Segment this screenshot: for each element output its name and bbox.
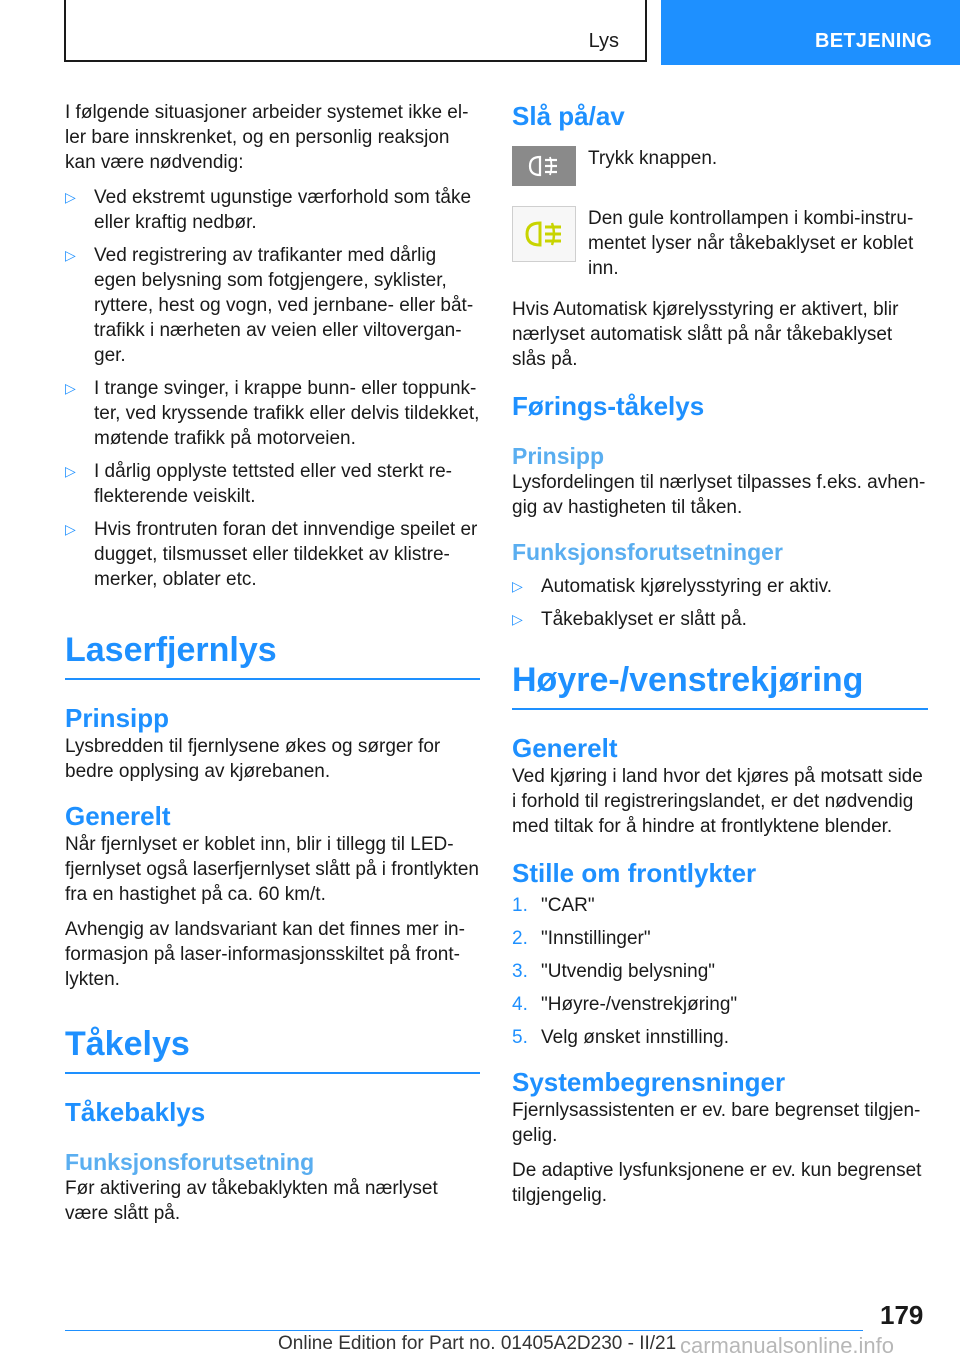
- list-item: ▷ Ved registrering av trafikanter med dårlig egen belysning som fotgjengere, syklister, ryttere, hest og vogn, ved jernbane- eller båttrafikk i nærheten av veien eller viltoverganger.: [65, 245, 474, 366]
- subsubsection-title-principle: Prinsipp: [512, 443, 605, 469]
- auto-light-text: Hvis Automatisk kjørelysstyring er aktivert, blir nærlyset automatisk slått på når tåkebaklyset slås på.: [512, 299, 899, 370]
- list-item: ▷ Ved ekstremt ugunstige værforhold som tåke eller kraftig nedbør.: [65, 187, 472, 233]
- list-item: 5. Velg ønsket innstilling.: [512, 1027, 729, 1048]
- watermark[interactable]: carmanualsonline.info: [680, 1333, 895, 1358]
- triangle-bullet-icon: ▷: [65, 521, 76, 537]
- indicator-text: Den gule kontrollampen i kombi-instrumentet lyser når tåkebaklyset er koblet inn.: [588, 208, 914, 279]
- triangle-bullet-icon: ▷: [65, 380, 76, 396]
- guide-conditions-list: [512, 574, 928, 632]
- subsection-title-rear-fog: Tåkebaklys: [65, 1097, 206, 1127]
- list-item: ▷ Hvis frontruten foran det innvendige speilet er dugget, tilsmusset eller tildekket av klistremerker, oblater etc.: [65, 519, 478, 590]
- list-item: 3. "Utvendig belysning": [512, 961, 716, 982]
- list-item: 4. "Høyre-/venstrekjøring": [512, 994, 738, 1015]
- subsection-title-guide-fog: Førings-tåkelys: [512, 391, 705, 421]
- subsection-title-system-limits: Systembegrensninger: [512, 1067, 786, 1097]
- press-button-text: Trykk knappen.: [588, 148, 718, 169]
- guide-principle-text: Lysfordelingen til nærlyset tilpasses f.eks. avhengig av hastigheten til tåken.: [512, 472, 926, 518]
- adjust-steps-list: [512, 893, 928, 1050]
- triangle-bullet-icon: ▷: [512, 611, 523, 627]
- footer-edition-text: Online Edition for Part no. 01405A2D230 - II/21: [278, 1333, 677, 1354]
- triangle-bullet-icon: ▷: [65, 463, 76, 479]
- limits-text-2: De adaptive lysfunksjonene er ev. kun begrenset tilgjengelig.: [512, 1160, 922, 1206]
- general-text-2: Avhengig av landsvariant kan det finnes mer informasjon på laser-informasjonsskiltet på frontlykten.: [65, 919, 465, 990]
- subsection-title-on-off: Slå på/av: [512, 101, 625, 131]
- triangle-bullet-icon: ▷: [65, 247, 76, 263]
- rear-fog-light-icon[interactable]: [512, 146, 576, 186]
- triangle-bullet-icon: ▷: [512, 578, 523, 594]
- section-title-fog: Tåkelys: [65, 1024, 480, 1074]
- list-item: 1. "CAR": [512, 895, 595, 916]
- subsection-title-general-drive: Generelt: [512, 733, 618, 763]
- list-item: 2. "Innstillinger": [512, 928, 651, 949]
- header-section-box: [64, 0, 647, 62]
- rear-fog-indicator-icon: [512, 206, 576, 262]
- subsubsection-title-condition: Funksjonsforutsetning: [65, 1149, 315, 1175]
- indicator-instruction-row: [512, 206, 928, 281]
- limits-text-1: Fjernlysassistenten er ev. bare begrenset tilgjengelig.: [512, 1100, 921, 1146]
- triangle-bullet-icon: ▷: [65, 189, 76, 205]
- right-column: [512, 100, 928, 1218]
- general-text-1: Når fjernlyset er koblet inn, blir i tillegg til LED-fjernlyset også laserfjernlyset slått på i frontlykten fra en hastighet på ca. 60 km/t.: [65, 834, 479, 905]
- header-chapter-tab[interactable]: BETJENING: [661, 0, 960, 65]
- header-section-title: Lys: [588, 30, 619, 52]
- condition-text: Før aktivering av tåkebaklykten må nærlyset være slått på.: [65, 1178, 438, 1224]
- section-title-driving-side: Høyre-/venstrekjøring: [512, 660, 928, 710]
- subsection-title-adjust-headlights: Stille om frontlykter: [512, 858, 757, 888]
- subsubsection-title-conditions: Funksjonsforutsetninger: [512, 539, 783, 565]
- button-instruction-row: [512, 146, 928, 186]
- list-item: ▷ I dårlig opplyste tettsted eller ved sterkt reflekterende veiskilt.: [65, 461, 452, 507]
- section-title-laser: Laserfjernlys: [65, 630, 480, 680]
- list-item: ▷ I trange svinger, i krappe bunn- eller toppunkter, ved kryssende trafikk eller delvis tildekket, møtende trafikk på motorveien.: [65, 378, 480, 449]
- subsection-title-general: Generelt: [65, 801, 171, 831]
- footer-divider: [65, 1330, 863, 1331]
- intro-text: I følgende situasjoner arbeider systemet ikke eller bare innskrenket, og en personlig reaksjon kan være nødvendig:: [65, 102, 469, 173]
- limitations-list: [65, 185, 480, 592]
- list-item: ▷ Tåkebaklyset er slått på.: [512, 609, 747, 630]
- page-number: 179: [880, 1300, 924, 1330]
- list-item: ▷ Automatisk kjørelysstyring er aktiv.: [512, 576, 833, 597]
- principle-text: Lysbredden til fjernlysene økes og sørger for bedre opplysing av kjørebanen.: [65, 736, 441, 782]
- subsection-title-principle: Prinsipp: [65, 703, 170, 733]
- drive-general-text: Ved kjøring i land hvor det kjøres på motsatt side i forhold til registreringslandet, er det nødvendig med tiltak for å hindre at frontlyktene blender.: [512, 766, 923, 837]
- left-column: [65, 100, 480, 1236]
